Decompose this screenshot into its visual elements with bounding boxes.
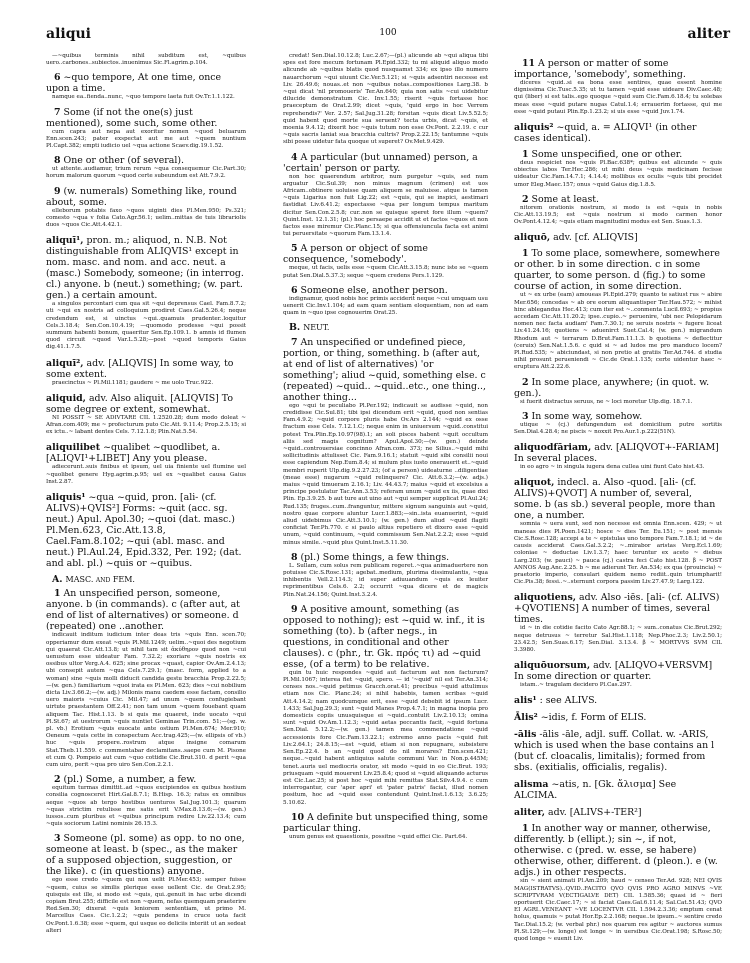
headword: aliquī², <box>46 357 84 369</box>
right-guide-word: aliter <box>687 26 730 42</box>
citation-block: ut ~ ex urbe (eam) amoueas Pl.Epid.279; quanto te satiust rus ~ abire Mer.656; concedas ~ ab ore eorum aliquantisper Ter.Hau.572; ~ mihist hinc ablegandus Hec.413; cum iter est ~..conmenta Lucil.693; ~ propius accedam Cic.Att.11.20.2; ipse..cupio..~ peruenire, 'ubi nec Pelopidarum nomen nec facta audiam' Fam.7.30.1; ne seruis nostris ~ fugere liceat Liv.41.24.16; quotiens ~ aduenirct Suet.Cal.4; (w. gen.) migrandum Rhodum aut ~ terrarum D.Brut.Fam.11.1.3. b quotiens ~ deflectitur (ceruix) Sen.Nat.1.5.6. c quid si ~ ad ludos me pro manduco locem? Pl.Rud.535; ~ abiciundast, si non pretio at gratiis Ter.Ad.744. d studia nihil prosunt perueniendi ~ Cic.de Orat.1.135; certe uidentur haec ~ eruptura Att.2.22.6. <box>514 292 722 371</box>
sense-text: (pl.) Some, a number, a few. <box>63 774 197 786</box>
headword: Ālis² <box>514 712 538 724</box>
sense-number: 9 <box>54 185 61 197</box>
sense-text: A particular (but unnamed) person, a 'certain' person or party. <box>283 151 478 174</box>
citation-block: non hoc quaerendum arbitror, num purgetur ~quis, sed num arguatur Cic.Sul.39; non minus magnum (crimen) est uos Africam..obtinere uoluisse quam aliquem se maluisse. atque is tamen ~quis Ligarius non fuit Lig.22; est ~quis, qui se inspici, aestimari fastidiat Liv.6.41.2; expectasse ~qua per longum tempus maritum dicitur Sen.Con.2.5.8; cur..non se quisque speret fore illum ~quem? Quint.Inst. 12.1.31; (pl.) hoc persaepe accidit ut et factos ~quos et non factos esse miremur Cic.Planc.15; si qua offensiuncula facta est animi tui peruersitate ~quorum Fam.13.1.4. <box>283 173 488 238</box>
sense-number: 1 <box>522 149 529 161</box>
sense-definition <box>283 285 488 296</box>
sense-number: 3 <box>54 833 61 845</box>
headword: alisma <box>514 779 549 791</box>
sense-number: 7 <box>291 336 298 348</box>
sense-definition <box>46 72 246 94</box>
section-label: A. <box>52 574 63 586</box>
sense-definition <box>283 552 488 563</box>
citation-block: ego ~qui te peculiabo Pl.Per.192; indicauit se audisse ~quid, non credidisse Cic.Sul.81; tibi ipsi dicendum erit ~quid, quod non sentias Fam.4.9.2; ~quid corpore pluris habe Ov.Ars 2.144; ~quid ex osse fractum esse Cels. 7.12.1.C; neque enim in uniuersum ~quid..constitui potest Tra.Plin.Ep.10.97(98).1; an soli pisces habent ~quit occultum aliis sed magis cognitum? Apul.Apol.30;—(w. gen.) deinde ~quid..controuersiae concinno Afran.com. 373; ne Silius..~quid mihi sollicitudinis attulisset Cic. Fam.9.16.1; statuit ~quid sibi consilii noui esse capiendum Nep.Eum.8.4; si mulum plus iusto onerauerit et..~quid membri ruperit Ulp.dig.9.2.27.23; (of a person) uideaturne ..diligentiae (meae esse) nugarum ~quid relinquere? Cic. Att.6.3.2;—(w. adjs.) maius ~quid timueram 2.16.1; Liv. 44.43.7; maius ~quid et excelsius a principe postulatur Tac.Ann.3.53; referam unum ~quid ex iis, quae dixi Plin. Ep.3.9.25. b aut ture aut uino aut ~qui semper supplicat Pl.Aul.24; Rud.135; fruges..cum..franguntur, mittere signum sanguinis aut ~quid, nostro quae corpore aluntur Lucr.1.883;—sin..ista euanuerint, ~quid aliud uidebimus Cic.Att.3.10.1; (w. gen.) dum aliud ~quid flagiti conficiat Ter.Ph.770. c si paulo altius repetiero et dixero esse ~quid unum, ~quid continuum, ~quid commissum Sen.Nat.2.2.2; esse ~quid minus simile..~quid plus Quint.Inst.5.11.30. <box>283 402 488 546</box>
lemma-entry <box>514 695 722 706</box>
sense-definition <box>283 152 488 174</box>
lemma-text: ~atis, n. [Gk. ἄλισμα] See ALCIMA. <box>514 779 677 802</box>
lemma-entry <box>46 235 246 301</box>
sense-definition <box>514 149 722 160</box>
section-heading <box>283 322 488 334</box>
citation-block: indicauit inditum iudicium inter deas tris ~quis Enn. scen.70; opperiamur dum exeat ~quis Pl.Mil.1249; uelim..~quoi des negotium qui quaerat Cic.Att.13.8; ut nihil tam sit ἀκύθηρον quod non ~cui uenustum esse uideatur Fam. 7.32.2; exoriare ~quis nostris ex ossibus ultor Verg.A.4. 625; sine procax ~quast, capior Ov.Am.2.4.13; ubi consepit autem ~qua Cels.7.29.1; (masc. form, applied to a woman) sine ~quis molli diducit candida gestu bracchia Prop.2.22.5;—(w. gen.) familiarium ~quoi irata es Pl.Men. 623; dies ~cui nobilium dicta Liv.3.66.2;—(w. adj.) Milonis manu caedem esse factam, consilio uero maioris ~cuius Cic. Mil.47; ad unum ~quem confugiebant uirtute praestantem Off.2.41; non tam unum ~quem fouebant quam aliquem Tac. Hist.1.13. b si quis me quaeret, inde uocato ~qui Pl.St.67; at uestrorum ~quis nuntiet Geminae Trin.com. 51;—(sg. w. pl. vb.) Erotium ~quis euocate ante ostium Pl.Men.674; Mer.910; Oeneum ~quis cette in conspectum Acc.trag.425;—(w. ellipsis of vb.) huc ~quis propere..rostrum atque insigne comarum Stat.Theb.11.559. c commentabar declamitans..saepe cum M. Pisone et cum Q. Pompeio aut cum ~quo cottidie Cic.Brut.310. d perit ~qua cum uiro, perit ~qua pro uiro Sen.Con.2.2.1. <box>46 632 246 769</box>
sense-number: 1 <box>54 588 61 600</box>
sense-definition <box>514 377 722 399</box>
sense-text: Someone else, another person. <box>300 284 448 296</box>
citation-block: —~quibus terminis nihil subditum est, ~quibus uero..carbones..subiectos..inuenimus Sic.Fl.agrim.p.104. <box>46 53 246 67</box>
citation-block: quin tu huic respondes ~quid aut facturum aut non facturum? Pl.Mil.1067; interea fiet ~quid, spero. — id '~quid' nil est Ter.An.314; censes nos..~quid petimus Gracch.orat.41; precibus ~quid attulimus etiam nos Cic. Planc.24; si nihil habebis, tamen scribas ~quid Att.4.14.2; nam quodcumque erit, esse ~quid debebit id ipsum Lucr. 1.433; Sal.Jug.29.3; sunt ~quid Manes Prop.4.7.1; in magna inopia pro domesticis copiis unusquisque ei ~quid..contulit Liv.2.10.13; omina sunt ~quid Ov.Am.1.12.3; ~quid aetas peccantis facit, ~quid fortuna Sen.Dial. 5.12.2;—(w. gen.) tamen mea commendatione ~quid accessionis fore Cic.Fam.13.22.1; extremo anno pacis ~quid fuit Liv.2.64.1; 24.8.15;—est ~quid, etiam si non repugnare, subsistere Sen.Ep.22.4. b an ~quid quod do nil morares? Enn.scen.421; neque..~quid habent antiquius salute communi Var. in Non.p.445M; tenet..auris uel mediocris orator, sit modo ~quid in eo Cic.Brut. 193; priusquam ~quid mouerent Liv.25.8.4; quod si ~quid aliquando acturus est Cic.Lac.25; si post hoc ~quid mihi remittas Stat.Silv.4.9.4. c cum interrogantur, cur 'aper apri' et 'pater patris' faciat, illud nomen positum, hoc ad ~quid esse contendunt Quint.Inst.1.6.13; 3.6.25; 5.10.62. <box>283 669 488 806</box>
sense-number: 1 <box>522 248 529 260</box>
citation-block: unum genus est quaestionis, possitne ~quid effici Cic. Part.64. <box>289 833 468 840</box>
headword: aliquō, <box>514 232 551 244</box>
sense-number: 1 <box>522 823 529 835</box>
sense-text: (pl.) Some things, a few things. <box>300 551 450 563</box>
left-guide-word: aliqui <box>46 26 91 42</box>
lemma-text: adv. Also aliquit. [ALIQVIS] To some degree or extent, somewhat. <box>46 392 233 415</box>
citation-block: diceres ~quid..si ea bona esse sentires, quae essent homine dignissima Cic.Tusc.5.35; ut tu tamen ~quid esse uideare Div.Caec.48; qui (liber) si est talis..ego quoque ~quid sum Cic.Fam.6.18.4; tu solebas meas esse ~quid putare nugas Catul.1.4; errauerim fortasse, qui me esse ~quid putaui Plin.Ep.1.23.2; si uis esse ~quid Juv.1.74. <box>514 80 722 115</box>
headword: aliquī¹, <box>46 235 84 247</box>
sense-definition <box>46 833 246 877</box>
sense-text: A person or matter of some importance, 'somebody', something. <box>514 58 686 80</box>
sense-number: 8 <box>54 155 61 167</box>
citation-block: a singulos percontari cum qua sit ~qui deprensus Cael. Fam.8.7.2; uti ~qui ex nostris ad colloquium prodiret Caes.Gal.5.26.4; neque credendum est, si uinctus ~qui..quamuis prudenter..loquitur Cels.3.18.4; Sen.Con.10.4.19; —quomodo prodesse ~qui possit summum habenti bonum, quaeritur Sen.Ep.109.1. b amnis id flumen quod circuit ~quod Var.L.5.28;—post ~quod temporis Gaius dig.41.1.7.5. <box>46 301 246 351</box>
sense-definition <box>46 186 246 208</box>
citation-block: meque, ut facis, uelis esse ~quem Cic.Att.3.15.8; nunc iste se ~quem putat Sen.Dial.5.37.3; seque ~quem credens Pers.1.129. <box>283 265 488 279</box>
sense-text: To some place, somewhere, somewhere or other. b in some direction. c in some quarter, to some person. d (fig.) to some course of action, in some direction. <box>514 248 720 293</box>
sense-definition <box>283 604 488 670</box>
lemma-text: ~quid, a. = ALIQVI¹ (in other cases identical). <box>514 122 697 145</box>
sense-definition <box>514 823 722 878</box>
lemma-text: adv. [ALIVS+-TER²] <box>548 807 642 819</box>
sense-text: In another way or manner, otherwise, differently. b (ellipt.); sin ~, if not, otherwise. c (pred. w. esse, se habere) otherwise, other, different. d (pleon.). e (w. adjs.) in other respects. <box>514 823 718 879</box>
section-title: MASC. and FEM. <box>65 575 135 585</box>
lemma-entry <box>514 122 722 144</box>
column-left <box>46 53 246 935</box>
sense-number: 2 <box>522 376 529 388</box>
headword: aliquotiens, <box>514 592 577 604</box>
sense-number: 8 <box>291 551 298 563</box>
citation-block: namque ea..fienda..nunc, ~quo tempore laeta fuit Ov.Tr.1.1.122. <box>52 94 235 101</box>
sense-number: 10 <box>291 811 305 823</box>
lemma-text: ~qua ~quid, pron. [ali- (cf. ALIVS)+QVIS²] Forms: ~quit (acc. sg. neut.) Apul. Apol.30; ~quoi (dat. masc.) Pl.Men.623, Cic.Att.13.8, Cael.Fam.8.102; ~qui (abl. masc. and neut.) Pl.Aul.24, Epid.332, Per. 192; (dat. and abl. pl.) ~quis or ~quibus. <box>46 492 242 570</box>
section-title: NEUT. <box>303 323 330 333</box>
sense-number: 5 <box>291 243 298 255</box>
sense-number: 9 <box>291 603 298 615</box>
sense-definition <box>283 243 488 265</box>
sense-definition <box>514 248 722 292</box>
headword: alis¹ <box>514 695 537 707</box>
lemma-text: -ālis -āle, adjl. suff. Collat. w. -ARIS, which is used when the base contains an l (but cf. cloacalis, limitalis); formed from sbs. (exitialis, officialis, regalis). <box>514 729 715 774</box>
sense-definition <box>283 812 488 834</box>
lemma-entry <box>514 807 722 818</box>
column-middle <box>283 53 488 841</box>
citation-block: L. Sullam, cum solus rem publicam regeret..~qua animaduertere non potuisse Cic.S.Rosc.131; agebat..medium, plurima dissimulantis, ~qua inhibentis Vell.2.114.3; id super adiuuandum ~quis ex leuiter reprimentibus Cels.6. 2.2; occurrit ~qua dicere et de magicis Plin.Nat.24.156; Quint.Inst.3.2.4. <box>283 562 488 598</box>
lemma-entry <box>514 477 722 521</box>
headword: aliquid, <box>46 392 86 404</box>
citation-block: cum capra aut nepa aut exoritur nomen ~quod beluarum Enn.scen.243; pater exspectat aut me aut ~quem nuntium Pl.Capt.382; empti iudicio uel ~qua actione Scaev.dig.19.1.52. <box>46 128 246 150</box>
sense-definition <box>514 58 722 80</box>
sense-definition <box>46 588 246 632</box>
sense-number: 2 <box>522 193 529 205</box>
headword: -ālis <box>514 729 537 741</box>
sense-text: One or other (of several). <box>63 155 184 167</box>
sense-number: 6 <box>291 284 298 296</box>
sense-text: Some unspecified, one or other. <box>531 149 683 161</box>
sense-number: 7 <box>54 106 61 118</box>
headword: aliquot, <box>514 477 555 489</box>
lemma-text: indecl. a. Also -quod. [ali- (cf. ALIVS)+QVOT] A number of, several, some. b (as sb.) several people, more than one, a number. <box>514 477 716 522</box>
citation-block: NI POSSIT ~ SE ADIVTARE CIL 1.2520.28; dum modo doleat ~ Afran.com.409; me ~ profecturum puto Cic.Att. 9.11.4; Prop.2.5.15; si ex ictu..~ labant dentes Cels. 7.12.1.8; Plin.Nat.5.54. <box>46 414 246 436</box>
citation-block: ego esse credo ~quem qui non uelit Pl.Mer.453; semper fuisse ~quem, cuius se similis plerique esse uellent Cic. de Orat.2.95; quisquis est ille, si modo est ~quis, qui..genuit in hac urbe dicendi copiam Brut.255; difficile est non ~quem, nefas quemquam praeterire Red.Sen.30; dixerat ~quis leniorem sententiam, ut primo M. Marcellus Caes. Cic.1.2.2; ~quis pendens in cruce uota facit Ov.Pont.1.6.38; esse ~quem, qui usque eo deliciis interiit ut an sedeat alteri <box>46 877 246 934</box>
citation-block: somnia ~ uera sunt, sed non necesse est omnia Enn.scen. 429; ~ ut maneas dies Pl.Poen.1421; hosce ~ dies Ter. Eu.151; ~ post mensis Cic.S.Rosc.128; accepi a te ~ epistulas uno tempore Fam.7.18.1; id ~ de causis acciderat Caes.Gal.3.2.2; ~..mirabor aristas Verg.Ecl.1.69; coloniae ~ deductae Liv.1.3.7; haec teruntur ex aceto ~ diebus Larg.203; (w. pauci) ~ pauca (cj.) castra feci Cato hist.128. β ~ POST ANNOS Aug.Anc.2.25. b ~ me adierunt Ter. An.534; ex qua (prouincia) ~ praetorio imperio, consulari quidem nemo rediit..quin triumpharit! Cic.Pis.38; fessi..~..sternunt corpora passim Liv.27.47.9; Larg.122. <box>514 521 722 586</box>
running-header <box>46 26 730 46</box>
headword: aliter, <box>514 807 546 819</box>
sense-text: Some at least. <box>531 193 600 205</box>
lemma-text: adv. [ALIQVO+VERSVM] In some direction or quarter. <box>514 660 713 683</box>
lemma-text: adv. [ALIQVOT+-FARIAM] In several places. <box>514 442 719 465</box>
citation-block: equitum turmas dimittit..ad ~quos excipiendos ex quibus hostium consilia cognosceret Hirt.Gal.8.7.1; B.Hisp. 16.3; ratus ex omnibus aeque ~quos ab tergo hostibus uenturos Sal.Jug.101.3; quarum ~quas strictim retulisse me satis erit V.Max.8.13.6;—(w. gen.) iussos..cum pluribus et ~quibus principum redire Liv.22.13.4; cum ~quis sociorum Latini nominis 26.15.3. <box>46 785 246 828</box>
sense-definition <box>514 194 722 205</box>
citation-block: in eo agro ~ in singula iugera dena cullea uini fiunt Cato hist.43. <box>520 464 705 471</box>
section-heading <box>46 574 246 586</box>
lemma-entry <box>514 712 722 723</box>
citation-block: ut attente..audiamur, trium rerum ~qua consequemur Cic.Part.30; horum malorum quorum ~quod certe subeundum est Att.7.9.2. <box>46 166 246 180</box>
lemma-entry <box>46 358 246 380</box>
sense-text: (w. numerals) Something like, round about, some. <box>46 185 237 208</box>
citation-block: si fuerit distractus seruus, ne ~ loci moretur Ulp.dig. 18.7.1. <box>520 398 693 405</box>
sense-number: 11 <box>522 58 536 69</box>
lemma-text: : see ALIVS. <box>539 695 598 707</box>
column-right <box>514 53 722 943</box>
sense-text: Some (if not the one(s) just mentioned), some such, some other. <box>46 106 218 129</box>
sense-number: 3 <box>522 410 529 422</box>
headword: aliquis² <box>514 122 554 134</box>
sense-text: Someone (pl. some) as opp. to no one, someone at least. b (spec., as the maker of a supposed objection, suggestion, or the like). c (in questions) anyone. <box>46 833 245 878</box>
sense-text: An unspecified or undefined piece, portion, or thing, something. b (after aut, at end of list of alternatives) 'or something'; aliud ~quid, something else. c (repeated) ~quid.. ~quid..etc., one thing.., another thing... <box>283 336 486 403</box>
citation-block: adiecerunt..suis finibus et ipsum, uel uia finiente uel flumine uel ~quolibet genere Hyg.agrim.p.95; uel ex ~qualibet causa Gaius Inst.2.87. <box>46 464 246 485</box>
citation-block: praecinctus ~ Pl.Mil.1181; gaudere ~ me uolo Truc.922. <box>52 379 214 386</box>
headword: aliquodfāriam, <box>514 442 592 454</box>
lemma-text: pron. m.; aliquod, n. N.B. Not distinguishable from ALIQVIS¹ except in nom. masc. and nom. and acc. neut. a (masc.) Somebody, someone; (in interrog. cl.) anyone. b (neut.) something; (w. part. gen.) a certain amount. <box>46 235 244 302</box>
lemma-entry <box>46 442 246 464</box>
page-number: 100 <box>379 28 397 38</box>
lemma-entry <box>46 492 246 569</box>
sense-text: In some way, somehow. <box>531 410 643 422</box>
sense-text: A person or object of some consequence, 'somebody'. <box>283 243 428 266</box>
lemma-entry <box>514 660 722 682</box>
sense-number: 4 <box>291 151 298 163</box>
citation-block: elleborum potabis faxo ~quos uiginti dies Pl.Men.950; Ps.321; comesto ~qua v folia Cato.Agr.56.1; uelim..mittas de tuis librariolis duos ~quos Cic.Att.4.42.1. <box>46 207 246 229</box>
sense-definition <box>46 107 246 129</box>
sense-text: ~quo tempore, At one time, once upon a time. <box>46 72 222 95</box>
sense-text: In some place, anywhere; (in quot. w. gen.). <box>514 376 710 399</box>
citation-block: utique ~ (cj.) defungendum est domicilium putre sortitis Sen.Dial.4.28.4; ne piscis ~ noxxit Pro.Aur.1.p.222(51N). <box>514 421 722 436</box>
sense-definition <box>46 774 246 785</box>
citation-block: credat! Sen.Dial.10.12.8; Luc.2.67;—(pl.) alicunde ab ~qui aliqua tibi spes est fore mecum fortunam Pl.Epid.332; tu mi aliquid aliquo modo alicunde ab ~quibus blatis quod nusquamst 334; ex ipso illo numero nauarchorum ~qui uiuunt Cic.Ver.5.121; si ~quis adsentiri necesse est Liv. 26.49.6; nouas..et non ~quibus notas..compositiones Larg.38. b ~qui dicat 'nil promoueris' Ter.An.640; quia non satis ~cui uidebitur dilucide demonstratum Cic. Inv.1.55; riserit ~quis fortasse hoc praeceptum de Orat.2.99; dicet ~quis, 'quid ergo in hoc Verrem reprehendis?' Ver. 2.57; Sal.Jug.31.28; forsitan ~quis dicat Liv.5.52.5; quid habent quod morte sua seruent? tecta urbis, dicat ~quis, et moenia 9.4.12; dixerit hoc ~quis tutum non esse Ov.Pont. 2.2.19. c cur ~quis sacris laniat sua bracchia cultris? Prop.2.22.15; tantumne ~quis sibi posse uidetur fata quoque ut superet? Ov.Met.9.429. <box>283 53 488 146</box>
section-label: B. <box>289 322 301 334</box>
lemma-entry <box>514 779 722 801</box>
headword: aliquis¹ <box>46 492 86 504</box>
sense-number: 6 <box>54 72 61 84</box>
lemma-text: ~qualibet ~quodlibet, a. [ALIQVI¹+LIBET] Any you please. <box>46 442 221 465</box>
lemma-text: ~idis, f. Form of ELIS. <box>540 712 647 724</box>
sense-definition <box>283 337 488 403</box>
citation-block: deus respiciet nos ~quis Pl.Bac.638*; quibus est alicunde ~ quis obiectus labos Ter.Hec.286; ut mihi deus ~quis medicinam fecisse uideatur Cic.Fam.14.7.1; 4.14.4; mollibus ex oculis ~quis tibi procidet umor Eleg.Maec.157; onus ~quid Gaius dig.1.8.5. <box>514 160 722 188</box>
lemma-entry <box>514 232 722 243</box>
citation-block: sin ~ sient animati Pl.Am.209; haud ~ censeo Ter.Ad. 928; NEI QVIS MAG(ISTRATVS)..QVID..FACITO QVO QVIS PRO AGRO MINVS ~VE SCRIPTVRAM V(ECTIGALVE DET) CIL 1.585.36; quasi id ~ fieri oportuerit Cic.Caec.17; ~ si faciat Caes.Gal.6.11.4; Sal.Cat.51.43; QVO EI AGRI..VENEANT ~VE LOCENTVR CIL 1.594.2.3.36; emptum cenat holus, quamuis ~ putat Hor.Ep.2.2.168; neque..te ipsum..~ sentire credo Tac.Dial.15.2; (w. verbal phr.) nos quarum res agitur ~ auctores sumus Pl.St.129;—(w. longe) est longe ~ in uersibus Cic.Orat.198; S.Rosc.50; quod longe ~ euenit Liv. <box>514 878 722 942</box>
lemma-text: adv. [cf. ALIQVIS] <box>553 232 638 244</box>
sense-text: A definite but unspecified thing, some particular thing. <box>283 811 488 834</box>
sense-definition <box>46 155 246 166</box>
lemma-entry <box>46 393 246 415</box>
lemma-entry <box>514 729 722 773</box>
citation-block: nitorem orationis nostrum, si modo is est ~quis in nobis Cic.Att.13.19.5; est ~quis nostrum si modo carmen honor Ov.Pont.4.12.4; ~quis etiam magnitudini modus est Sen. Suas.1.3. <box>514 204 722 226</box>
citation-block: indignamur, quod nobis hoc primis acciderit neque ~cui umquam usu uenerit Cic.Inv.1.104; ad eam quam sentiam eloquentiam, non ad eam quam in ~quo ipse cognouerim Orat.25. <box>283 295 488 317</box>
sense-text: A positive amount, something (as opposed to nothing); est ~quid w. inf., it is something (to). b (after negs., in questions, in conditional and other clauses). c (phr., tr. Gk. πρός τι) ad ~quid esse, (of a term) to be relative. <box>283 603 485 670</box>
lemma-text: adv. [ALIQVIS] In some way, to some extent. <box>46 357 234 380</box>
lemma-entry <box>514 442 722 464</box>
sense-text: An unspecified person, someone, anyone. b (in commands). c (after aut, at end of list of alternatives) or someone. d (repeated) one ..another. <box>46 588 240 633</box>
lemma-text: adv. Also -iēs. [ali- (cf. ALIVS) +QVOTIENS] A number of times, several times. <box>514 592 720 626</box>
citation-block: id ~ in die cotidie facito Cato Agr.88.1; ~ sum..conatus Cic.Brut.292; neque detrusus ~ terretur Sal.Hist.1.118; Nep.Phoc.2.3; Liv.2.50.1; 23.42.5; Sen.Suas.6.17; Sen.Dial. 3.13.4. β ~ MORTVVS SVM CIL 3.3980. <box>514 625 722 653</box>
lemma-entry <box>514 592 722 625</box>
sense-number: 2 <box>54 774 61 786</box>
headword: aliquilibet <box>46 442 101 454</box>
sense-definition <box>514 411 722 422</box>
citation-block: istam..~ tragulam decidero Pl.Cas.297. <box>520 682 632 689</box>
headword: aliquōuorsum, <box>514 660 591 672</box>
